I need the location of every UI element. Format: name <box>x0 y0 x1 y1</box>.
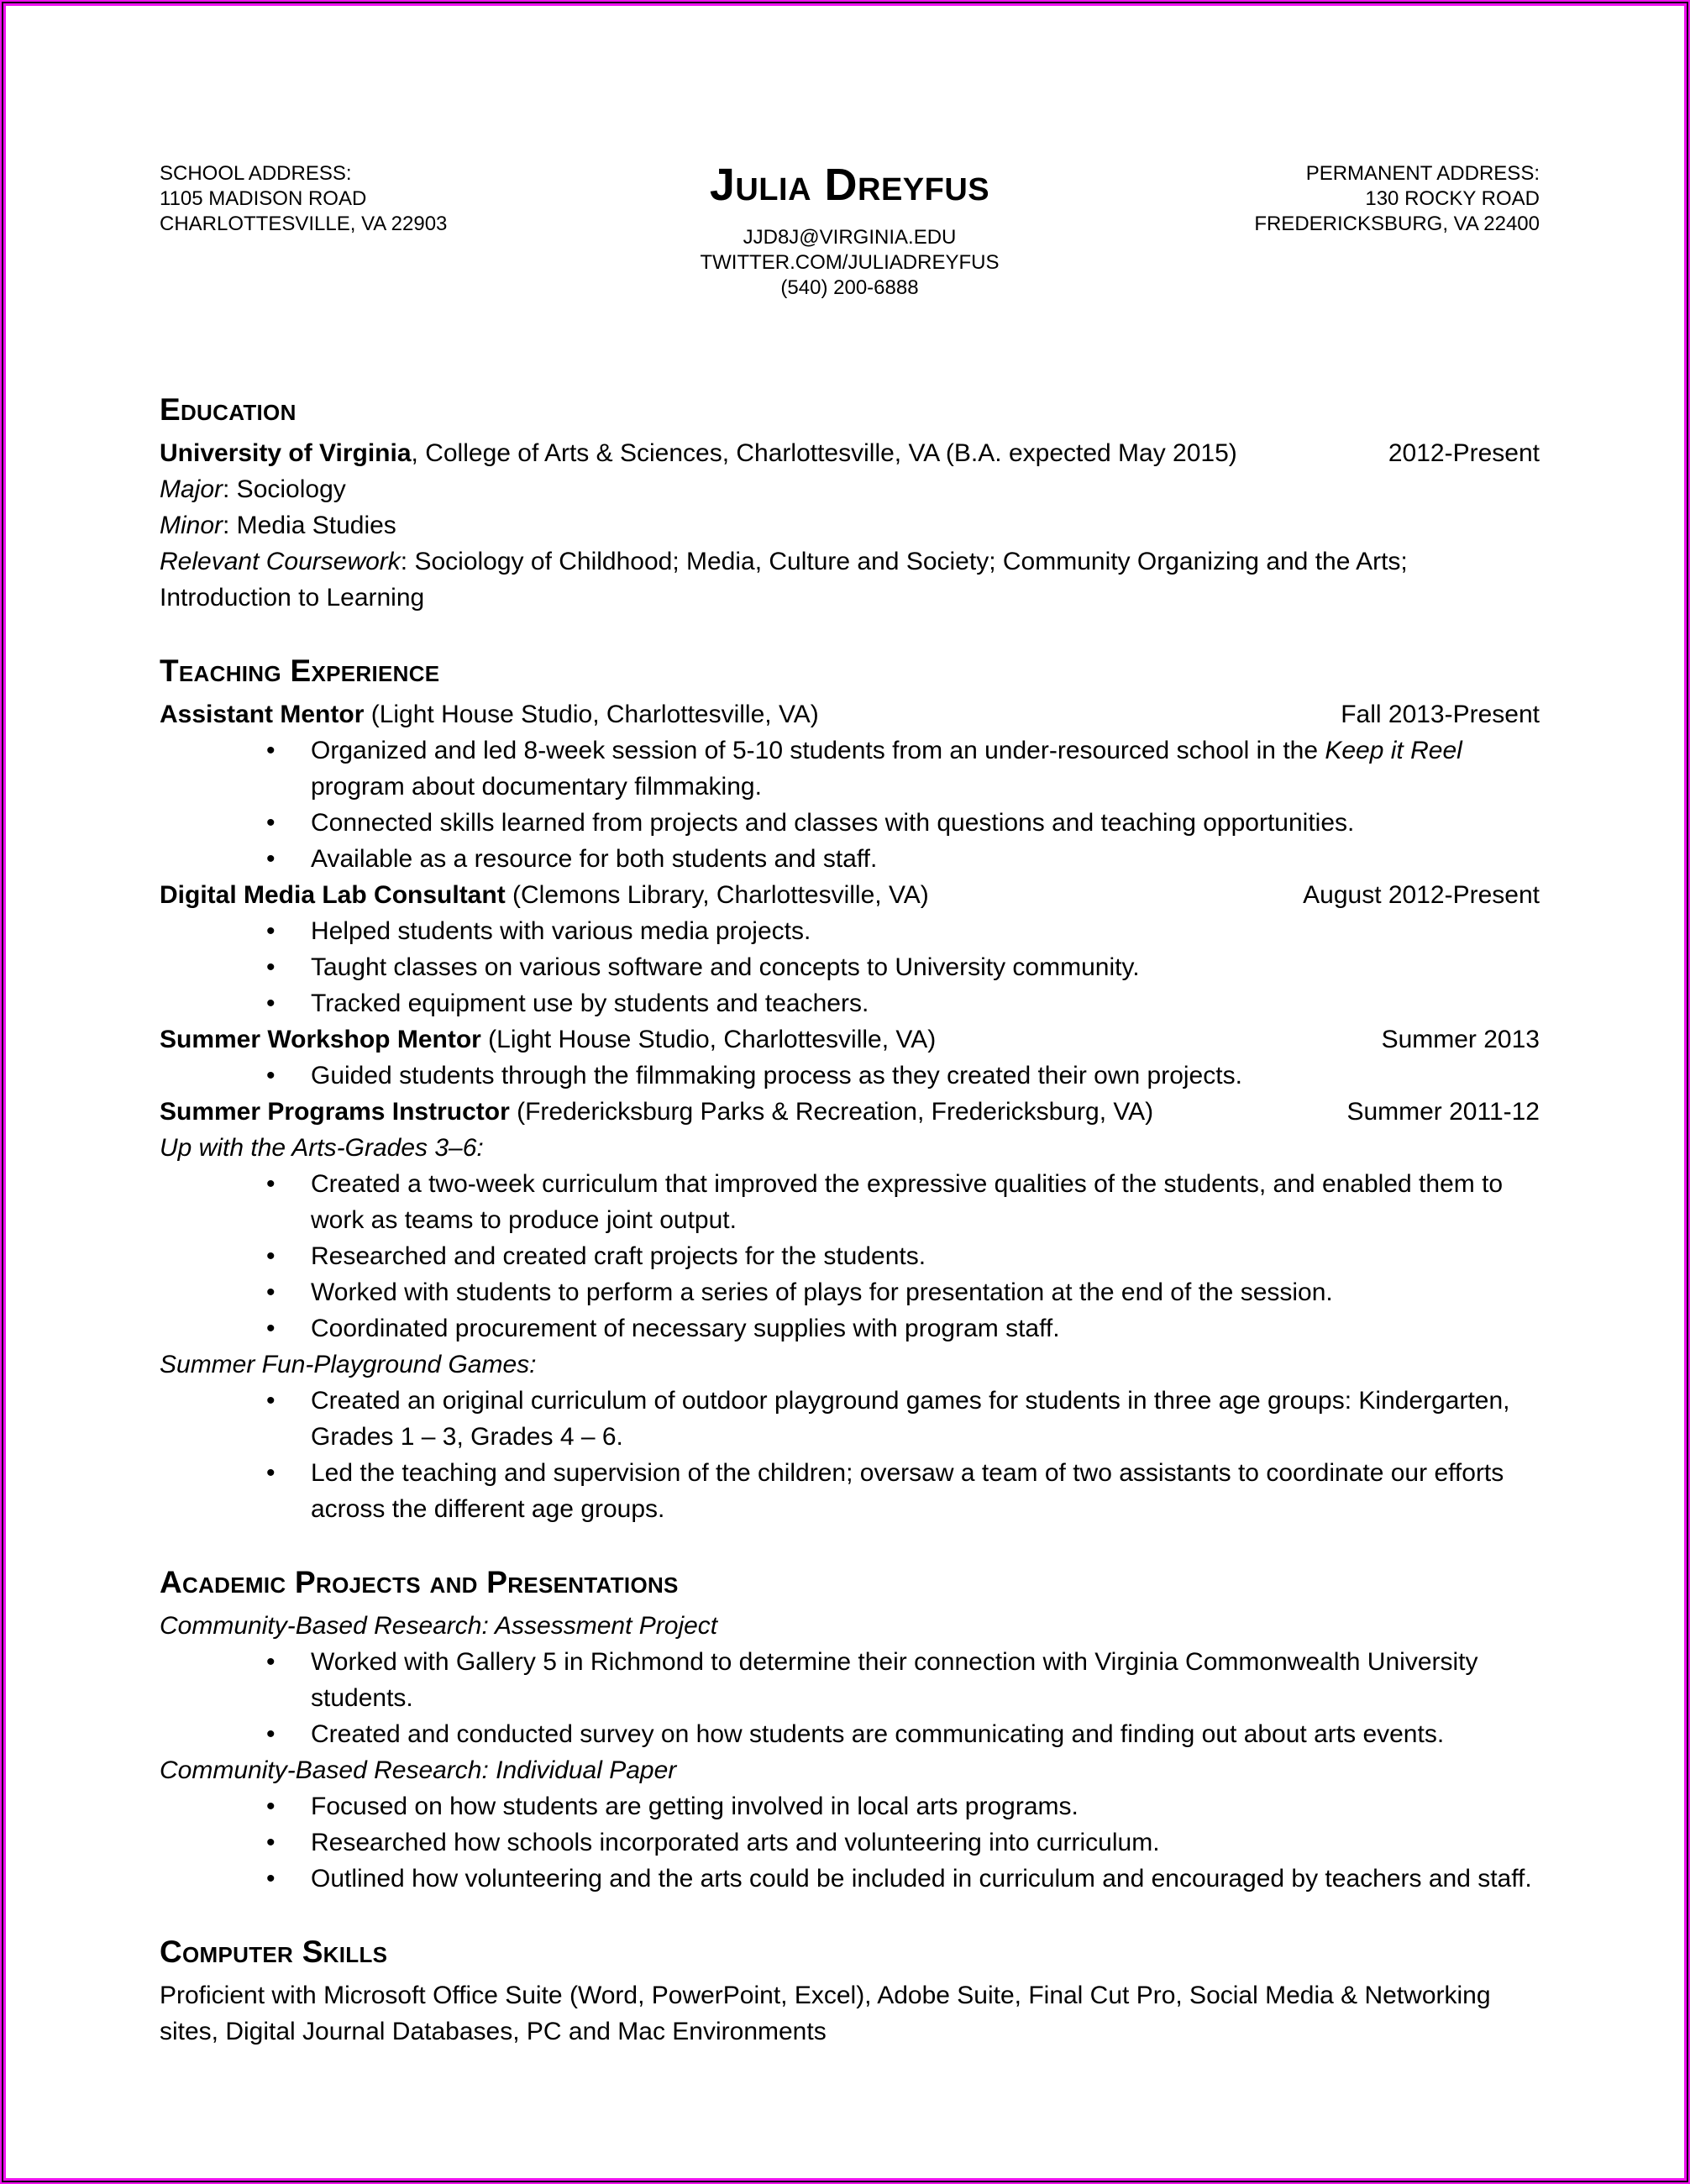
bullet-dot-icon: • <box>266 809 276 837</box>
text-run: Taught classes on various software and concepts to University community. <box>311 953 1140 981</box>
entry-title <box>160 696 1320 732</box>
bullet-dot-icon: • <box>266 1459 276 1487</box>
text-run: Minor <box>160 512 223 539</box>
bullet-dot-icon: • <box>266 845 276 873</box>
text-line <box>160 1608 1540 1644</box>
bullet-dot-icon: • <box>266 1829 276 1856</box>
experience-entry <box>160 435 1540 471</box>
bullet-text <box>311 1058 1540 1094</box>
text-line <box>160 1130 1540 1166</box>
bullet-dot-icon: • <box>266 1315 276 1342</box>
bullet-dot-icon: • <box>266 1170 276 1198</box>
text-line <box>160 1752 1540 1788</box>
text-run: Relevant Coursework <box>160 548 401 575</box>
bullet-dot-icon: • <box>266 1865 276 1893</box>
text-run: Summer Programs Instructor <box>160 1098 510 1126</box>
bullet-text <box>311 841 1540 877</box>
bullet-text <box>311 985 1540 1021</box>
bullet-item <box>160 1274 1540 1310</box>
text-run: Researched and created craft projects for the students. <box>311 1242 926 1270</box>
bullet-dot-icon: • <box>266 990 276 1017</box>
experience-entry <box>160 877 1540 913</box>
bullet-item <box>160 1861 1540 1897</box>
school-address-line-1: 1105 MADISON ROAD <box>160 187 367 210</box>
text-run: Summer Workshop Mentor <box>160 1026 481 1053</box>
entry-title <box>160 1094 1326 1130</box>
text-run: Up with the Arts-Grades 3–6: <box>160 1134 484 1162</box>
text-run: : Sociology of Childhood; Media, Culture and Society; Community Organizing and the Arts; Introduction to Learning <box>160 548 1408 612</box>
text-run: Worked with Gallery 5 in Richmond to determine their connection with Virginia Commonwealth University students. <box>311 1648 1478 1712</box>
bullet-dot-icon: • <box>266 1387 276 1415</box>
bullet-dot-icon: • <box>266 1720 276 1748</box>
text-run: (Light House Studio, Charlottesville, VA) <box>364 701 819 728</box>
text-run: Helped students with various media projects. <box>311 917 811 945</box>
bullet-dot-icon: • <box>266 1278 276 1306</box>
bullet-text <box>311 1274 1540 1310</box>
resume-page <box>3 3 1687 2181</box>
school-address-block <box>160 161 700 301</box>
school-address-line-2: CHARLOTTESVILLE, VA 22903 <box>160 213 448 235</box>
text-line <box>160 1977 1540 2050</box>
name-contact-block <box>700 161 999 301</box>
bullet-text <box>311 1861 1540 1897</box>
text-run: program about documentary filmmaking. <box>311 773 762 801</box>
bullet-dot-icon: • <box>266 953 276 981</box>
bullet-item <box>160 1644 1540 1716</box>
text-run: Researched how schools incorporated arts and volunteering into curriculum. <box>311 1829 1160 1856</box>
bullet-text <box>311 1166 1540 1238</box>
text-run: Coordinated procurement of necessary supplies with program staff. <box>311 1315 1060 1342</box>
text-run: Led the teaching and supervision of the children; oversaw a team of two assistants to coordinate our efforts across the different age groups. <box>311 1459 1504 1523</box>
text-run: Created and conducted survey on how students are communicating and finding out about arts events. <box>311 1720 1445 1748</box>
text-run: : Sociology <box>223 475 346 503</box>
date-range: 2012-Present <box>1388 439 1540 467</box>
bullet-item <box>160 1788 1540 1824</box>
bullet-item <box>160 805 1540 841</box>
bullet-item <box>160 1824 1540 1861</box>
text-run: Major <box>160 475 223 503</box>
text-run: Summer Fun-Playground Games: <box>160 1351 537 1378</box>
text-run: Organized and led 8-week session of 5-10 students from an under-resourced school in the <box>311 737 1325 764</box>
resume-header <box>160 161 1540 301</box>
bullet-item <box>160 1455 1540 1527</box>
permanent-address-block <box>1000 161 1540 301</box>
text-line <box>160 543 1540 616</box>
text-run: (Light House Studio, Charlottesville, VA) <box>480 1026 937 1053</box>
bullet-item <box>160 841 1540 877</box>
bullet-item <box>160 1058 1540 1094</box>
bullet-item <box>160 1166 1540 1238</box>
entry-title <box>160 435 1368 471</box>
text-run: Focused on how students are getting involved in local arts programs. <box>311 1793 1079 1820</box>
bullet-text <box>311 1716 1540 1752</box>
bullet-text <box>311 1455 1540 1527</box>
text-run: : Media Studies <box>223 512 396 539</box>
text-run: Keep it Reel <box>1325 737 1462 764</box>
text-run: (Fredericksburg Parks & Recreation, Fredericksburg, VA) <box>509 1098 1154 1126</box>
bullet-dot-icon: • <box>266 1242 276 1270</box>
page-content <box>6 6 1684 2178</box>
phone-text: (540) 200-6888 <box>780 276 919 299</box>
section-heading: Teaching Experience <box>160 654 440 688</box>
experience-entry <box>160 1021 1540 1058</box>
bullet-dot-icon: • <box>266 1793 276 1820</box>
experience-entry <box>160 1094 1540 1130</box>
section-computer-skills <box>160 1934 1540 2050</box>
bullet-text <box>311 1824 1540 1861</box>
text-line <box>160 471 1540 507</box>
bullet-text <box>311 1238 1540 1274</box>
school-address-label: SCHOOL ADDRESS: <box>160 162 352 185</box>
text-run: Digital Media Lab Consultant <box>160 881 506 909</box>
text-line <box>160 1347 1540 1383</box>
entry-title <box>160 877 1283 913</box>
text-run: Outlined how volunteering and the arts could be included in curriculum and encouraged by teachers and staff. <box>311 1865 1532 1893</box>
section-academic-projects-and-presentations <box>160 1564 1540 1897</box>
date-range: August 2012-Present <box>1303 881 1540 909</box>
section-heading: Education <box>160 392 297 427</box>
section-education <box>160 391 1540 616</box>
bullet-text <box>311 1310 1540 1347</box>
text-run: Worked with students to perform a series of plays for presentation at the end of the session. <box>311 1278 1333 1306</box>
bullet-dot-icon: • <box>266 917 276 945</box>
candidate-name: Julia Dreyfus <box>709 160 990 210</box>
text-run: Guided students through the filmmaking process as they created their own projects. <box>311 1062 1242 1089</box>
text-run: Created an original curriculum of outdoor playground games for students in three age groups: Kindergarten, Grades 1 – 3, Grades 4 – 6. <box>311 1387 1510 1451</box>
bullet-text <box>311 949 1540 985</box>
permanent-address-label: PERMANENT ADDRESS: <box>1305 162 1540 185</box>
twitter-text: TWITTER.COM/JULIADREYFUS <box>700 251 1000 274</box>
text-run: Community-Based Research: Individual Paper <box>160 1756 677 1784</box>
permanent-address-line-1: 130 ROCKY ROAD <box>1365 187 1540 210</box>
text-run: Proficient with Microsoft Office Suite (Word, PowerPoint, Excel), Adobe Suite, Final Cut Pro, Social Media & Networking sites, Digital Journal Databases, PC and Mac Environments <box>160 1982 1491 2045</box>
bullet-item <box>160 1310 1540 1347</box>
date-range: Summer 2011-12 <box>1346 1098 1540 1126</box>
bullet-item <box>160 985 1540 1021</box>
bullet-item <box>160 732 1540 805</box>
text-run: Assistant Mentor <box>160 701 365 728</box>
bullet-item <box>160 949 1540 985</box>
text-run: Available as a resource for both students and staff. <box>311 845 878 873</box>
bullet-item <box>160 1238 1540 1274</box>
bullet-text <box>311 1644 1540 1716</box>
section-teaching-experience <box>160 653 1540 1527</box>
text-run: , College of Arts & Sciences, Charlottesville, VA (B.A. expected May 2015) <box>411 439 1237 467</box>
bullet-dot-icon: • <box>266 1062 276 1089</box>
bullet-item <box>160 1716 1540 1752</box>
email-text: JJD8J@VIRGINIA.EDU <box>743 226 957 249</box>
section-heading: Academic Projects and Presentations <box>160 1565 679 1599</box>
bullet-text <box>311 1788 1540 1824</box>
bullet-dot-icon: • <box>266 1648 276 1676</box>
bullet-dot-icon: • <box>266 737 276 764</box>
date-range: Summer 2013 <box>1381 1026 1540 1053</box>
resume-body <box>160 391 1540 2050</box>
bullet-text <box>311 732 1540 805</box>
experience-entry <box>160 696 1540 732</box>
section-heading: Computer Skills <box>160 1935 388 1969</box>
entry-title <box>160 1021 1362 1058</box>
date-range: Fall 2013-Present <box>1341 701 1540 728</box>
bullet-text <box>311 1383 1540 1455</box>
text-run: Community-Based Research: Assessment Project <box>160 1612 718 1640</box>
bullet-text <box>311 913 1540 949</box>
bullet-item <box>160 913 1540 949</box>
permanent-address-line-2: FREDERICKSBURG, VA 22400 <box>1254 213 1540 235</box>
text-run: Tracked equipment use by students and teachers. <box>311 990 869 1017</box>
bullet-item <box>160 1383 1540 1455</box>
page-border-inner-line <box>2 2 1688 2182</box>
bullet-text <box>311 805 1540 841</box>
text-run: Created a two-week curriculum that improved the expressive qualities of the students, and enabled them to work as teams to produce joint output. <box>311 1170 1504 1234</box>
text-line <box>160 507 1540 543</box>
text-run: Connected skills learned from projects and classes with questions and teaching opportunities. <box>311 809 1355 837</box>
text-run: University of Virginia <box>160 439 412 467</box>
text-run: (Clemons Library, Charlottesville, VA) <box>505 881 929 909</box>
